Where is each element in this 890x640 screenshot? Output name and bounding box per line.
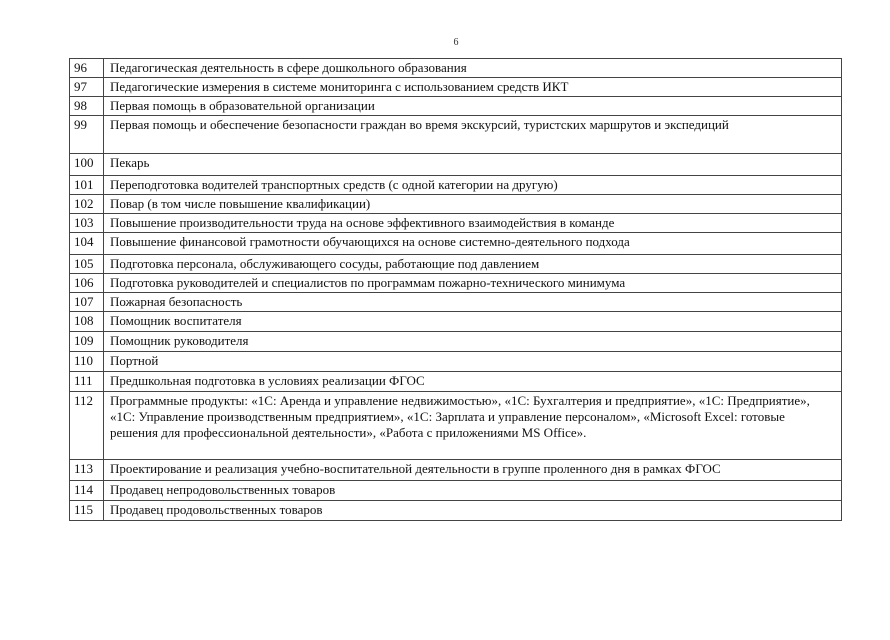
program-name: Помощник воспитателя [104,312,842,332]
table-row [70,195,842,214]
table-row [70,352,842,372]
program-name: Программные продукты: «1С: Аренда и управление недвижимостью», «1С: Бухгалтерия и предприятие», «1С: Предприятие», «1С: Управление производственным предприятием», «1С: Зарплата и управление персоналом», «Microsoft Excel: готовые решения для профессиональной деятельности», «Работа с приложениями MS Office». [104,392,842,460]
row-number: 100 [70,154,104,176]
table-row [70,116,842,154]
row-number: 109 [70,332,104,352]
table-row [70,176,842,195]
row-number: 98 [70,97,104,116]
table-row [70,233,842,255]
row-number: 113 [70,460,104,481]
table-row [70,312,842,332]
table-row [70,372,842,392]
row-number: 108 [70,312,104,332]
program-name: Предшкольная подготовка в условиях реализации ФГОС [104,372,842,392]
program-name: Повышение финансовой грамотности обучающихся на основе системно-деятельного подхода [104,233,842,255]
row-number: 96 [70,59,104,78]
program-name: Портной [104,352,842,372]
row-number: 97 [70,78,104,97]
table-row [70,481,842,501]
page-number: 6 [453,37,459,48]
program-name: Проектирование и реализация учебно-воспитательной деятельности в группе проленного дня в рамках ФГОС [104,460,842,481]
program-name: Повар (в том числе повышение квалификации) [104,195,842,214]
row-number: 114 [70,481,104,501]
row-number: 111 [70,372,104,392]
table-row [70,274,842,293]
table-row [70,293,842,312]
program-name: Переподготовка водителей транспортных средств (с одной категории на другую) [104,176,842,195]
row-number: 103 [70,214,104,233]
table-row [70,392,842,460]
program-name: Продавец продовольственных товаров [104,501,842,521]
program-name: Пекарь [104,154,842,176]
program-name: Продавец непродовольственных товаров [104,481,842,501]
table-row [70,214,842,233]
row-number: 99 [70,116,104,154]
program-name: Первая помощь и обеспечение безопасности граждан во время экскурсий, туристских маршрутов и экспедиций [104,116,842,154]
program-name: Педагогическая деятельность в сфере дошкольного образования [104,59,842,78]
program-name: Первая помощь в образовательной организации [104,97,842,116]
table-row [70,460,842,481]
program-name: Помощник руководителя [104,332,842,352]
table-row [70,78,842,97]
program-name: Пожарная безопасность [104,293,842,312]
row-number: 110 [70,352,104,372]
program-name: Повышение производительности труда на основе эффективного взаимодействия в команде [104,214,842,233]
row-number: 115 [70,501,104,521]
table-row [70,332,842,352]
program-table [69,58,842,521]
program-name: Подготовка персонала, обслуживающего сосуды, работающие под давлением [104,255,842,274]
row-number: 112 [70,392,104,460]
table-row [70,255,842,274]
row-number: 101 [70,176,104,195]
row-number: 106 [70,274,104,293]
row-number: 107 [70,293,104,312]
program-name: Подготовка руководителей и специалистов по программам пожарно-технического минимума [104,274,842,293]
table-row [70,97,842,116]
table-row [70,59,842,78]
table-row [70,501,842,521]
program-name: Педагогические измерения в системе мониторинга с использованием средств ИКТ [104,78,842,97]
table-row [70,154,842,176]
row-number: 104 [70,233,104,255]
row-number: 102 [70,195,104,214]
row-number: 105 [70,255,104,274]
